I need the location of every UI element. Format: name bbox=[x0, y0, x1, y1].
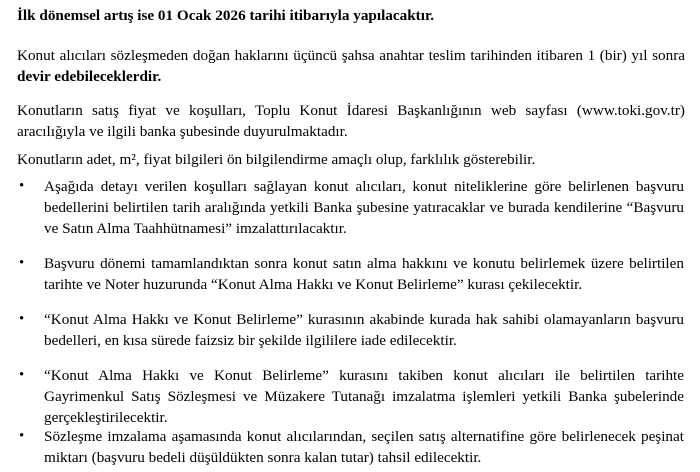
list-item-text: “Konut Alma Hakkı ve Konut Belirleme” kurasının akabinde kurada hak sahibi olamayanların başvuru bedelleri, en kısa sürede faizsiz bir şekilde ilgililere iade edilecektir. bbox=[44, 311, 684, 349]
transfer-paragraph bbox=[17, 45, 685, 87]
bullet-icon: • bbox=[19, 428, 25, 444]
bullet-icon: • bbox=[19, 367, 25, 383]
transfer-text: Konut alıcıları sözleşmeden doğan haklarını üçüncü şahsa anahtar teslim tarihinden itibaren 1 (bir) yıl sonra bbox=[17, 47, 685, 64]
list-item-text: Aşağıda detayı verilen koşulları sağlayan konut alıcıları, konut niteliklerine göre belirlenen başvuru bedellerini belirtilen tarih aralığında yetkili Banka şubesine yatıracaklar ve burada kendilerine “Başvuru ve Satın Alma Taahhütnamesi” imzalattırılacaktır. bbox=[44, 178, 684, 237]
list-item-text: Başvuru dönemi tamamlandıktan sonra konut satın alma hakkını ve konutu belirlemek üzere belirtilen tarihte ve Noter huzurunda “Konut Alma Hakkı ve Konut Belirleme” kurası çekilecektir. bbox=[44, 255, 684, 293]
price-conditions-paragraph: Konutların satış fiyat ve koşulları, Toplu Konut İdaresi Başkanlığının web sayfası (www.toki.gov.tr) aracılığıyla ve ilgili banka şubesinde duyurulmaktadır. bbox=[17, 102, 685, 140]
bullet-icon: • bbox=[19, 178, 25, 194]
disclaimer-paragraph: Konutların adet, m², fiyat bilgileri ön bilgilendirme amaçlı olup, farklılık gösterebilir. bbox=[17, 151, 536, 168]
page-heading: İlk dönemsel artış ise 01 Ocak 2026 tarihi itibarıyla yapılacaktır. bbox=[17, 7, 435, 24]
transfer-bold-text: devir edebileceklerdir. bbox=[17, 68, 162, 85]
bullet-icon: • bbox=[19, 255, 25, 271]
list-item-text: Sözleşme imzalama aşamasında konut alıcılarından, seçilen satış alternatifine göre belirlenecek peşinat miktarı (başvuru bedeli düşüldükten sonra kalan tutar) tahsil edilecektir. bbox=[44, 428, 684, 466]
list-item-text: “Konut Alma Hakkı ve Konut Belirleme” kurasını takiben konut alıcıları ile belirtilen tarihte Gayrimenkul Satış Sözleşmesi ve Müzakere Tutanağı imzalatma işlemleri yetkili Banka şubelerinde gerçekleştirilecektir. bbox=[44, 367, 684, 426]
bullet-icon: • bbox=[19, 311, 25, 327]
